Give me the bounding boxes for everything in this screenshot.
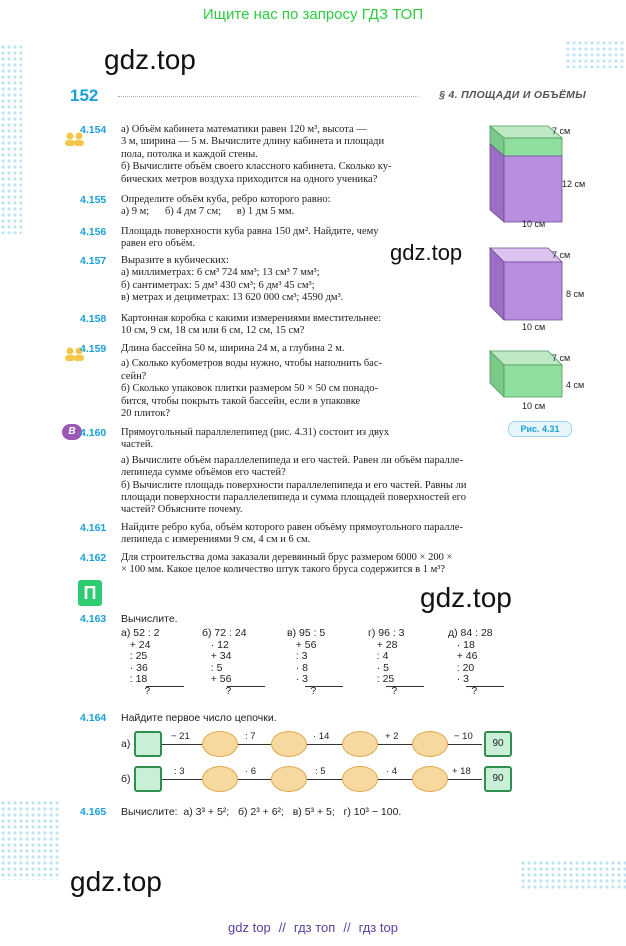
- page-number: 152: [70, 86, 99, 105]
- chain-result-box: 90: [484, 766, 512, 792]
- dimension-label: 7 см: [552, 126, 571, 136]
- watermark: gdz.top: [420, 582, 512, 613]
- search-banner[interactable]: Ищите нас по запросу ГДЗ ТОП: [202, 6, 424, 23]
- task-4-155-text: Определите объём куба, ребро которого равно: а) 9 м; б) 4 дм 7 см; в) 1 дм 5 мм.: [121, 194, 331, 218]
- task-4-158-text: Картонная коробка с какими измерениями вместительнее: 10 см, 9 см, 18 см или 6 см, 12 см, 15 см?: [121, 313, 382, 337]
- chain-result-box: 90: [484, 731, 512, 757]
- dimension-label: 10 см: [522, 401, 546, 411]
- footer-link[interactable]: гдз топ: [293, 920, 336, 935]
- sum-rule: [466, 686, 504, 687]
- footer-link[interactable]: gdz top: [228, 920, 271, 935]
- task-4-162-text: Для строительства дома заказали деревянный брус размером 6000 × 200 × × 100 мм. Какое целое количество штук такого бруса содержится в 1 м³?: [121, 552, 453, 576]
- chain-oval[interactable]: [202, 766, 238, 792]
- figure-caption: Рис. 4.31: [508, 421, 572, 437]
- chain-operation: + 18: [452, 766, 471, 777]
- decor-dots-right: [565, 40, 625, 68]
- sum-rule: [305, 686, 343, 687]
- chain-operation: − 10: [454, 731, 473, 742]
- chain-start-box[interactable]: [134, 731, 162, 757]
- task-number: 4.165: [80, 806, 107, 818]
- task-number: 4.162: [80, 552, 107, 564]
- dimension-label: 8 см: [566, 289, 585, 299]
- dimension-label: 7 см: [552, 353, 571, 363]
- chain-operation: : 5: [315, 766, 326, 777]
- chain-operation: · 6: [245, 766, 257, 777]
- task-4-161-text: Найдите ребро куба, объём которого равен объёму прямоугольного паралле- лепипеда с измерениями 9 см, 4 см и 6 см.: [121, 522, 463, 546]
- chain-operation: : 3: [174, 766, 185, 777]
- task-number: 4.163: [80, 613, 107, 625]
- calc-column-v: в) 95 : 5 + 56 : 3 · 8 · 3 ?: [287, 627, 326, 697]
- dimension-label: 10 см: [522, 219, 546, 229]
- task-number: 4.156: [80, 226, 107, 238]
- dimension-label: 12 см: [562, 179, 586, 189]
- chain-oval[interactable]: [412, 731, 448, 757]
- chain-oval[interactable]: [271, 766, 307, 792]
- chain-operation: + 2: [385, 731, 399, 742]
- chain-oval[interactable]: [412, 766, 448, 792]
- task-number: 4.164: [80, 712, 107, 724]
- task-4-160-text: Прямоугольный параллелепипед (рис. 4.31) состоит из двух частей. а) Вычислите объём параллелепипеда и его частей. Равен ли объём паралле- лепипеда сумме объёмов его частей? б) Вычислите площадь поверхности параллелепипеда и его частей. Равны ли площади поверхности параллелепипеда и сумма площадей поверхностей его частей? Объясните почему.: [121, 427, 467, 516]
- task-4-159-text: Длина бассейна 50 м, ширина 24 м, а глубина 2 м. а) Сколько кубометров воды нужно, чтобы наполнить бас- сейн? б) Сколько упаковок плитки размером 50 × 50 см понадо- бится, чтобы покрыть такой бассейн, если в упаковке 20 плиток?: [121, 343, 382, 420]
- calc-column-g: г) 96 : 3 + 28 : 4 · 5 : 25 ?: [368, 627, 405, 697]
- chain-start-box[interactable]: [134, 766, 162, 792]
- dimension-label: 7 см: [552, 250, 571, 260]
- sum-rule: [386, 686, 424, 687]
- chain-oval[interactable]: [202, 731, 238, 757]
- repeat-badge: П: [78, 580, 102, 606]
- calc-column-d: д) 84 : 28 · 18 + 46 : 20 · 3 ?: [448, 627, 493, 697]
- task-4-165-text: Вычислите: а) 3³ + 5²; б) 2³ + 6²; в) 5³ + 5; г) 10³ − 100.: [121, 806, 402, 818]
- chain-label: а): [121, 738, 131, 750]
- chain-oval[interactable]: [342, 766, 378, 792]
- calc-column-a: а) 52 : 2 + 24 : 25 · 36 : 18 ?: [121, 627, 160, 697]
- task-number: 4.157: [80, 255, 107, 267]
- task-number: 4.155: [80, 194, 107, 206]
- chain-operation: : 7: [245, 731, 256, 742]
- dimension-label: 4 см: [566, 380, 585, 390]
- chapter-title: § 4. ПЛОЩАДИ И ОБЪЁМЫ: [439, 89, 586, 101]
- footer-separator: //: [278, 920, 286, 935]
- task-number: 4.158: [80, 313, 107, 325]
- watermark: gdz.top: [104, 44, 196, 75]
- chain-label: б): [121, 773, 131, 785]
- sum-rule: [227, 686, 265, 687]
- footer-links: [0, 920, 626, 935]
- task-4-164-text: Найдите первое число цепочки.: [121, 712, 277, 724]
- chain-oval[interactable]: [271, 731, 307, 757]
- header-divider: [118, 96, 418, 97]
- task-4-157-text: Выразите в кубических: а) миллиметрах: 6 см³ 724 мм³; 13 см³ 7 мм³; б) сантиметрах: 5 дм³ 430 см³; 6 дм³ 45 см³; в) метрах и дециметрах: 13 620 000 см³; 4590 дм³.: [121, 255, 344, 304]
- sum-rule: [146, 686, 184, 687]
- decor-dots-bottom-left: [0, 800, 60, 880]
- figure-prism-two-parts: [488, 122, 570, 230]
- task-number: 4.161: [80, 522, 107, 534]
- task-4-156-text: Площадь поверхности куба равна 150 дм². Найдите, чему равен его объём.: [121, 226, 379, 250]
- decor-dots-bottom-right: [520, 860, 626, 890]
- task-4-163-text: Вычислите.: [121, 613, 178, 625]
- chain-operation: · 4: [386, 766, 398, 777]
- difficulty-badge: В: [62, 424, 82, 440]
- task-4-154-text: а) Объём кабинета математики равен 120 м³, высота — 3 м, ширина — 5 м. Вычислите длину кабинета и площади пола, потолка и каждой стены. б) Вычислите объём своего классного кабинета. Сколько ку- бических метров воздуха приходится на одного ученика?: [121, 124, 392, 185]
- footer-link[interactable]: гдз top: [358, 920, 398, 935]
- task-number: 4.160: [80, 427, 107, 439]
- task-number: 4.154: [80, 124, 107, 136]
- chain-operation: · 14: [313, 731, 330, 742]
- watermark: gdz.top: [70, 866, 162, 897]
- chain-oval[interactable]: [342, 731, 378, 757]
- dimension-label: 10 см: [522, 322, 546, 332]
- footer-separator: //: [343, 920, 351, 935]
- decor-dots-left: [0, 44, 22, 234]
- calc-column-b: б) 72 : 24 · 12 + 34 : 5 + 56 ?: [202, 627, 247, 697]
- watermark: gdz.top: [390, 240, 463, 265]
- chain-operation: − 21: [171, 731, 190, 742]
- task-number: 4.159: [80, 343, 107, 355]
